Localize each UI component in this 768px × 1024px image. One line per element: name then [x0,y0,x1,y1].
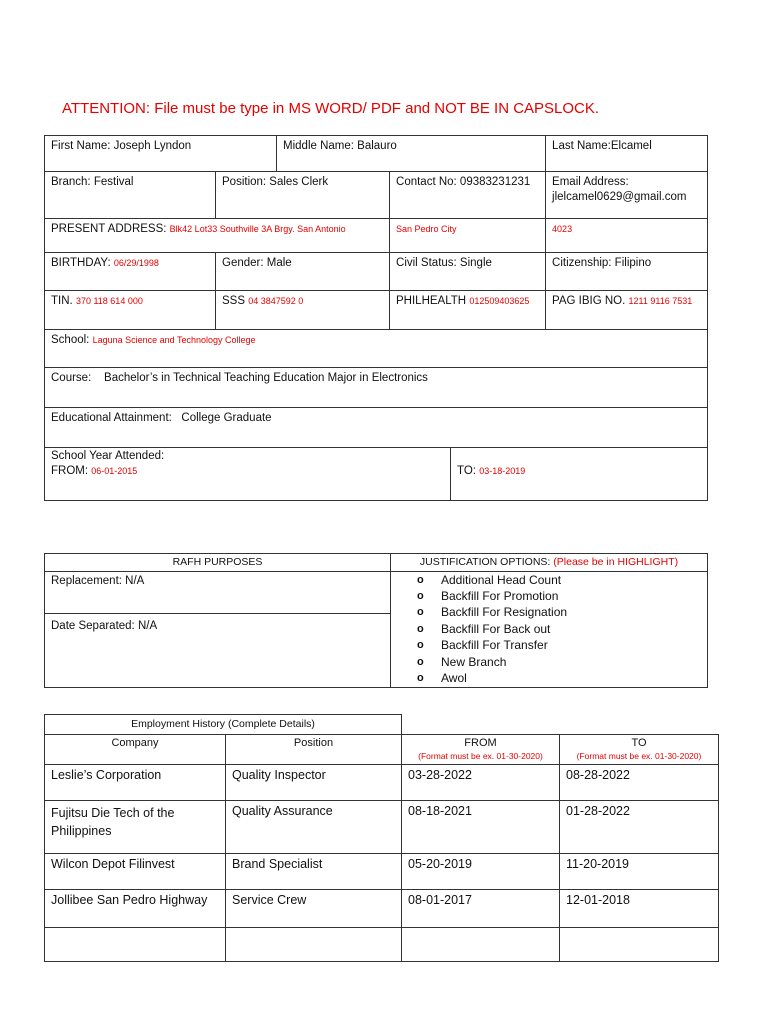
option-item[interactable] [397,654,701,670]
tin-label: TIN. [51,295,73,307]
gender-field[interactable]: Gender: Male [216,253,390,291]
first-name-field[interactable]: First Name: Joseph Lyndon [45,136,277,172]
company-cell[interactable]: Jollibee San Pedro Highway [45,890,226,928]
col-company: Company [45,735,226,765]
last-name-field[interactable]: Last Name:Elcamel [546,136,708,172]
company-cell[interactable] [45,928,226,962]
option-label: Backfill For Back out [441,621,551,636]
option-label: Backfill For Transfer [441,638,548,653]
col-position: Position [226,735,402,765]
bullet-icon: o [417,590,424,603]
option-label: Backfill For Resignation [441,605,568,620]
course-field[interactable]: Course: Bachelor’s in Technical Teaching Education Major in Electronics [45,368,708,408]
school-year-label: School Year Attended: [51,450,165,462]
to-label: TO: [457,465,476,477]
from-value: 06-01-2015 [91,466,138,476]
blank-header-space [402,715,719,735]
position-cell[interactable]: Service Crew [226,890,402,928]
position-field[interactable]: Position: Sales Clerk [216,172,390,219]
pagibig-field[interactable] [546,291,708,330]
sss-field[interactable] [216,291,390,330]
from-cell[interactable]: 05-20-2019 [402,854,560,890]
table-row [45,854,719,890]
attainment-field[interactable]: Educational Attainment: College Graduate [45,408,708,448]
philhealth-field[interactable] [390,291,546,330]
branch-field[interactable]: Branch: Festival [45,172,216,219]
to-value: 03-18-2019 [479,466,526,476]
to-cell[interactable]: 01-28-2022 [560,801,719,854]
from-label: FROM: [51,465,89,477]
attention-notice: ATTENTION: File must be type in MS WORD/ PDF and NOT BE IN CAPSLOCK. [62,100,600,117]
to-field[interactable] [451,448,708,501]
justification-label: JUSTIFICATION OPTIONS: [419,556,551,568]
pagibig-value: 1211 9116 7531 [628,296,693,306]
contact-field[interactable]: Contact No: 09383231231 [390,172,546,219]
rafh-table [44,553,708,688]
option-item[interactable] [397,588,701,604]
bullet-icon: o [417,573,424,586]
email-label: Email Address: [552,176,629,188]
bullet-icon: o [417,622,424,635]
from-cell[interactable]: 08-18-2021 [402,801,560,854]
city-field[interactable]: San Pedro City [390,219,546,253]
position-cell[interactable] [226,928,402,962]
option-item[interactable] [397,670,701,686]
sss-label: SSS [222,295,246,307]
position-cell[interactable]: Brand Specialist [226,854,402,890]
email-field[interactable] [546,172,708,219]
option-label: Awol [441,671,467,686]
bullet-icon: o [417,655,424,668]
option-item[interactable] [397,638,701,654]
bullet-icon: o [417,672,424,685]
option-label: Additional Head Count [441,572,562,587]
zip-field[interactable]: 4023 [546,219,708,253]
to-cell[interactable] [560,928,719,962]
rafh-left-cell [45,572,391,688]
bullet-icon: o [417,606,424,619]
position-cell[interactable]: Quality Assurance [226,801,402,854]
tin-value: 370 118 614 000 [75,296,143,306]
option-item[interactable] [397,572,701,588]
tin-field[interactable] [45,291,216,330]
present-address-label: PRESENT ADDRESS: [51,223,167,235]
from-cell[interactable] [402,928,560,962]
employment-title: Employment History (Complete Details) [45,715,402,735]
middle-name-field[interactable]: Middle Name: Balauro [277,136,546,172]
to-cell[interactable]: 12-01-2018 [560,890,719,928]
company-cell[interactable]: Wilcon Depot Filinvest [45,854,226,890]
option-label: New Branch [441,654,507,669]
civil-status-field[interactable]: Civil Status: Single [390,253,546,291]
bullet-icon: o [417,639,424,652]
from-field[interactable] [45,448,451,501]
employment-history-table [44,714,719,962]
table-row [45,801,719,854]
from-cell[interactable]: 08-01-2017 [402,890,560,928]
birthday-value: 06/29/1998 [113,258,159,268]
option-item[interactable] [397,621,701,637]
company-cell[interactable]: Leslie’s Corporation [45,765,226,801]
justification-note: (Please be in HIGHLIGHT) [553,556,679,568]
justification-header [391,554,708,572]
school-label: School: [51,334,90,346]
to-cell[interactable]: 11-20-2019 [560,854,719,890]
table-row [45,765,719,801]
replacement-field[interactable]: Replacement: N/A [45,572,390,614]
table-row [45,890,719,928]
school-value: Laguna Science and Technology College [92,335,256,345]
personal-info-table [44,135,708,501]
present-address-field[interactable] [45,219,390,253]
col-to-label: TO [631,737,647,749]
company-cell[interactable]: Fujitsu Die Tech of the Philippines [45,801,226,854]
col-to [560,735,719,765]
option-label: Backfill For Promotion [441,589,559,604]
philhealth-label: PHILHEALTH [396,295,467,307]
birthday-label: BIRTHDAY: [51,257,111,269]
school-field[interactable] [45,330,708,368]
from-cell[interactable]: 03-28-2022 [402,765,560,801]
citizenship-field[interactable]: Citizenship: Filipino [546,253,708,291]
col-from-label: FROM [464,737,497,749]
col-from [402,735,560,765]
option-item[interactable] [397,605,701,621]
justification-options [391,572,708,688]
philhealth-value: 012509403625 [469,296,530,306]
date-separated-field[interactable]: Date Separated: N/A [51,620,158,632]
rafh-header: RAFH PURPOSES [45,554,391,572]
format-note: (Format must be ex. 01-30-2020) [418,751,543,761]
position-cell[interactable]: Quality Inspector [226,765,402,801]
email-value: jlelcamel0629@gmail.com [552,191,687,203]
sss-value: 04 3847592 0 [248,296,304,306]
birthday-field[interactable] [45,253,216,291]
table-row [45,928,719,962]
present-address-value: Blk42 Lot33 Southville 3A Brgy. San Antonio [169,224,346,234]
format-note: (Format must be ex. 01-30-2020) [576,751,702,761]
pagibig-label: PAG IBIG NO. [552,295,626,307]
to-cell[interactable]: 08-28-2022 [560,765,719,801]
